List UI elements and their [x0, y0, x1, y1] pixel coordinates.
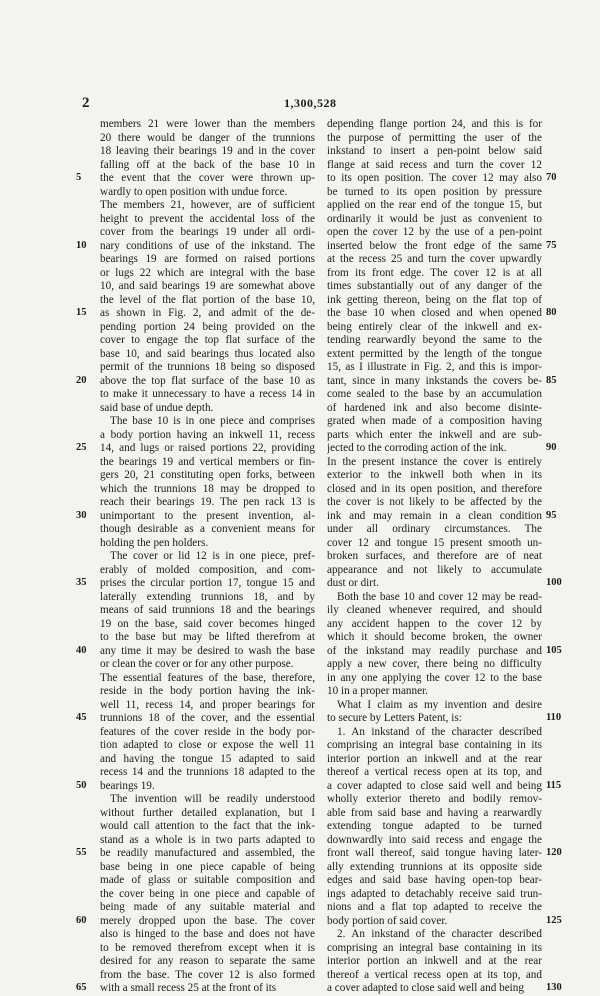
text-line: tant, since in many inkstands the covers be-: [327, 374, 542, 387]
text-line: 10, and said bearings 19 are somewhat above: [100, 280, 315, 292]
text-line: to its open position. The cover 12 may also: [327, 172, 542, 184]
text-line: nions and a flat top adapted to receive the: [327, 901, 542, 913]
text-line: pending portion 24 being provided on the: [100, 320, 315, 333]
text-line: stand as a whole is in two parts adapted to: [100, 833, 315, 846]
text-line: at the recess 25 and turn the cover upwardly: [327, 253, 542, 265]
text-line: ink and may remain in a clean condition: [327, 509, 542, 522]
text-line: holding the pen holders.: [100, 536, 209, 549]
text-line: which the trunnions 18 may be dropped to: [100, 482, 315, 495]
line-number: 80: [546, 307, 557, 318]
text-line: the cover is not likely to be affected by the: [327, 496, 542, 508]
text-line: as shown in Fig. 2, and admit of the de-: [100, 307, 315, 319]
line-number: 90: [546, 442, 557, 453]
text-line: any accident happen to the cover 12 by: [327, 617, 542, 630]
text-line: though desirable as a convenient means for: [100, 523, 315, 535]
text-line: which it should become broken, the owner: [327, 631, 542, 643]
text-line: height to prevent the accidental loss of the: [100, 212, 315, 225]
text-line: being entirely clear of the inkwell and ex-: [327, 320, 542, 333]
text-line: thereof a vertical recess open at its top, and: [327, 968, 542, 981]
text-line: parts which enter the inkwell and are sub-: [327, 428, 542, 441]
text-line: 18 leaving their bearings 19 and in the cover: [100, 145, 315, 157]
left-column: [100, 118, 315, 996]
text-line: interior portion an inkwell and at the rear: [327, 955, 542, 967]
line-number: 105: [546, 644, 562, 656]
line-number: 30: [76, 509, 87, 521]
text-line: also is hinged to the base and does not have: [100, 928, 315, 940]
text-line: able from said base and having a rearwardly: [327, 806, 542, 819]
text-line: above the top flat surface of the base 10 as: [100, 374, 315, 387]
text-line: a cover adapted to close said well and being: [327, 779, 542, 792]
right-column: [327, 118, 542, 996]
text-line: 1. An inkstand of the character described: [337, 725, 542, 738]
text-line: a cover adapted to close said well and being: [327, 982, 524, 994]
line-number: 110: [546, 712, 562, 723]
line-number: 75: [546, 239, 557, 251]
text-line: 14, and lugs or raised portions 22, providing: [100, 442, 315, 454]
text-line: inserted below the front edge of the same: [327, 239, 542, 252]
line-number: 115: [546, 779, 562, 791]
text-line: cover 12 and tongue 15 present smooth un-: [327, 536, 542, 549]
line-number: 40: [76, 644, 87, 656]
text-line: the event that the cover were thrown up-: [100, 172, 315, 184]
text-line: reside in the body portion having the ink-: [100, 685, 315, 697]
text-line: thereof a vertical recess open at its top, and: [327, 766, 542, 778]
line-number: 70: [546, 172, 557, 183]
text-line: 10 in a proper manner.: [327, 685, 428, 697]
text-line: front wall thereof, said tongue having later-: [327, 847, 542, 859]
text-line: bearings 19.: [100, 779, 155, 792]
text-line: base being in one piece capable of being: [100, 860, 315, 873]
text-line: Both the base 10 and cover 12 may be read-: [337, 590, 542, 603]
text-line: exterior to the inkwell both when in its: [327, 469, 542, 481]
text-line: ings adapted to detachably receive said trun-: [327, 887, 542, 900]
text-line: any time it may be desired to wash the base: [100, 644, 315, 657]
text-line: cover to engage the top flat surface of the: [100, 334, 315, 346]
text-line: inkstand to insert a pen-point below said: [327, 145, 542, 157]
text-line: desired for any reason to separate the same: [100, 955, 315, 967]
line-number: 60: [76, 914, 87, 926]
text-line: appearance and not likely to accumulate: [327, 563, 542, 576]
line-number: 20: [76, 374, 87, 386]
text-line: extent permitted by the length of the tongue: [327, 347, 542, 360]
text-line: erably of molded composition, and com-: [100, 563, 315, 576]
text-line: The members 21, however, are of sufficient: [100, 199, 315, 211]
text-line: unimportant to the present invention, al-: [100, 509, 315, 522]
text-line: downwardly into said recess and engage the: [327, 833, 542, 846]
text-line: grated when made of a composition having: [327, 415, 542, 427]
line-number: 100: [546, 577, 562, 588]
text-line: applied on the rear end of the tongue 15, but: [327, 199, 542, 211]
text-line: without further detailed explanation, but I: [100, 806, 315, 819]
text-line: means of said trunnions 18 and the bearings: [100, 604, 315, 616]
text-line: from its front edge. The cover 12 is at all: [327, 266, 542, 279]
text-line: gers 20, 21 constituting open forks, between: [100, 469, 315, 481]
text-line: well 11, recess 14, and proper bearings for: [100, 698, 315, 711]
text-line: ally extending trunnions at its opposite side: [327, 860, 542, 873]
text-line: The base 10 is in one piece and comprises: [110, 415, 315, 427]
line-number: 95: [546, 509, 557, 521]
text-line: The cover or lid 12 is in one piece, pref-: [110, 550, 315, 562]
text-line: prises the circular portion 17, tongue 15 and: [100, 577, 315, 589]
text-line: to make it unnecessary to have a recess 14 in: [100, 388, 315, 400]
text-line: of the inkstand may readily purchase and: [327, 644, 542, 657]
text-line: in any one applying the cover 12 to the base: [327, 671, 542, 684]
line-number: 5: [76, 172, 82, 183]
text-line: 19 on the base, said cover becomes hinged: [100, 617, 315, 630]
text-line: The invention will be readily understood: [110, 793, 315, 805]
text-line: nary conditions of use of the inkstand. The: [100, 239, 315, 252]
line-number: 10: [76, 239, 87, 251]
text-line: recess 14 and the trunnions 18 adapted to the: [100, 766, 315, 778]
text-line: the bearings 19 and vertical members or fin-: [100, 455, 315, 468]
line-number: 35: [76, 577, 87, 588]
patent-number: 1,300,528: [284, 96, 337, 110]
text-line: come sealed to the base by an accumulation: [327, 388, 542, 400]
text-line: permit of the trunnions 18 being so disposed: [100, 361, 315, 373]
text-line: members 21 were lower than the members: [100, 118, 315, 130]
text-line: features of the cover reside in the body por-: [100, 725, 315, 738]
line-number: 65: [76, 982, 87, 993]
line-number: 125: [546, 914, 562, 926]
text-line: extending tongue adapted to be turned: [327, 820, 542, 832]
text-line: with a small recess 25 at the front of its: [100, 982, 277, 994]
text-line: The essential features of the base, therefore,: [100, 671, 315, 684]
text-line: trunnions 18 of the cover, and the essential: [100, 712, 315, 724]
text-line: be readily manufactured and assembled, the: [100, 847, 315, 859]
text-line: broken surfaces, and therefore are of neat: [327, 550, 542, 562]
text-line: be turned to its open position by pressure: [327, 185, 542, 198]
text-line: What I claim as my invention and desire: [337, 698, 542, 711]
line-number: 25: [76, 442, 87, 453]
text-line: edges and said base having open-top bear-: [327, 874, 542, 886]
text-line: and having the tongue 15 adapted to said: [100, 752, 315, 765]
text-line: the cover being in one piece and capable of: [100, 887, 315, 900]
line-number: 85: [546, 374, 557, 386]
text-line: comprising an integral base containing in its: [327, 941, 542, 954]
text-line: base 10, and said bearings thus located also: [100, 347, 315, 360]
text-line: being made of any suitable material and: [100, 901, 315, 913]
text-line: tion adapted to close or expose the well 11: [100, 739, 315, 751]
text-line: tending rearwardly beyond the same to the: [327, 334, 542, 346]
text-line: depending flange portion 24, and this is for: [327, 118, 542, 130]
text-line: interior portion an inkwell and at the rear: [327, 752, 542, 765]
text-line: merely dropped upon the base. The cover: [100, 914, 315, 927]
text-line: or clean the cover or for any other purpose.: [100, 658, 294, 670]
text-line: or lugs 22 which are integral with the base: [100, 266, 315, 279]
page-number: 2: [82, 95, 90, 111]
text-line: the base 10 when closed and when opened: [327, 307, 542, 319]
text-line: 2. An inkstand of the character described: [337, 928, 542, 940]
line-number: 130: [546, 982, 562, 993]
text-line: wholly exterior thereto and bodily remov-: [327, 793, 542, 805]
line-number: 50: [76, 779, 87, 791]
text-line: body portion of said cover.: [327, 914, 448, 927]
text-line: of hardened ink and also become disinte-: [327, 401, 542, 414]
text-line: a body portion having an inkwell 11, recess: [100, 428, 315, 441]
text-line: dust or dirt.: [327, 577, 379, 589]
text-line: from the base. The cover 12 is also formed: [100, 968, 315, 981]
text-line: cover from the bearings 19 under all ordi-: [100, 226, 315, 238]
line-number: 45: [76, 712, 87, 723]
text-line: falling off at the back of the base 10 in: [100, 158, 315, 171]
text-line: jected to the corroding action of the ink.: [327, 442, 507, 454]
text-line: the level of the flat portion of the base 10,: [100, 293, 315, 306]
text-line: ily cleaned whenever required, and should: [327, 604, 542, 616]
line-number: 15: [76, 307, 87, 318]
text-line: said base of undue depth.: [100, 401, 214, 414]
text-line: reach their bearings 19. The pen rack 13 is: [100, 496, 315, 508]
text-line: to be removed therefrom except when it is: [100, 941, 315, 954]
text-line: laterally extending trunnions 18, and by: [100, 590, 315, 603]
text-line: 15, as I illustrate in Fig. 2, and this is impor-: [327, 361, 542, 373]
text-line: to the base but may be lifted therefrom at: [100, 631, 315, 643]
text-line: apply a new cover, there being no difficulty: [327, 658, 542, 670]
text-line: made of glass or suitable composition and: [100, 874, 315, 886]
text-line: the purpose of permitting the user of the: [327, 131, 542, 144]
text-line: comprising an integral base containing in its: [327, 739, 542, 751]
text-line: would call attention to the fact that the ink-: [100, 820, 315, 832]
text-line: 20 there would be danger of the trunnions: [100, 131, 315, 144]
text-line: open the cover 12 by the use of a pen-point: [327, 226, 542, 238]
text-line: closed and in its open position, and therefore: [327, 482, 542, 495]
line-number: 55: [76, 847, 87, 858]
text-line: times substantially out of any danger of the: [327, 280, 542, 292]
text-line: ordinarily it would be just as convenient to: [327, 212, 542, 225]
text-line: flange at said recess and turn the cover 12: [327, 158, 542, 171]
text-line: to secure by Letters Patent, is:: [327, 712, 462, 724]
line-number: 120: [546, 847, 562, 858]
text-line: under all ordinary circumstances. The: [327, 523, 542, 535]
text-line: In the present instance the cover is entirely: [327, 455, 542, 468]
text-line: ink getting thereon, being on the flat top of: [327, 293, 542, 306]
text-line: wardly to open position with undue force.: [100, 185, 288, 198]
text-line: bearings 19 are formed on raised portions: [100, 253, 315, 265]
